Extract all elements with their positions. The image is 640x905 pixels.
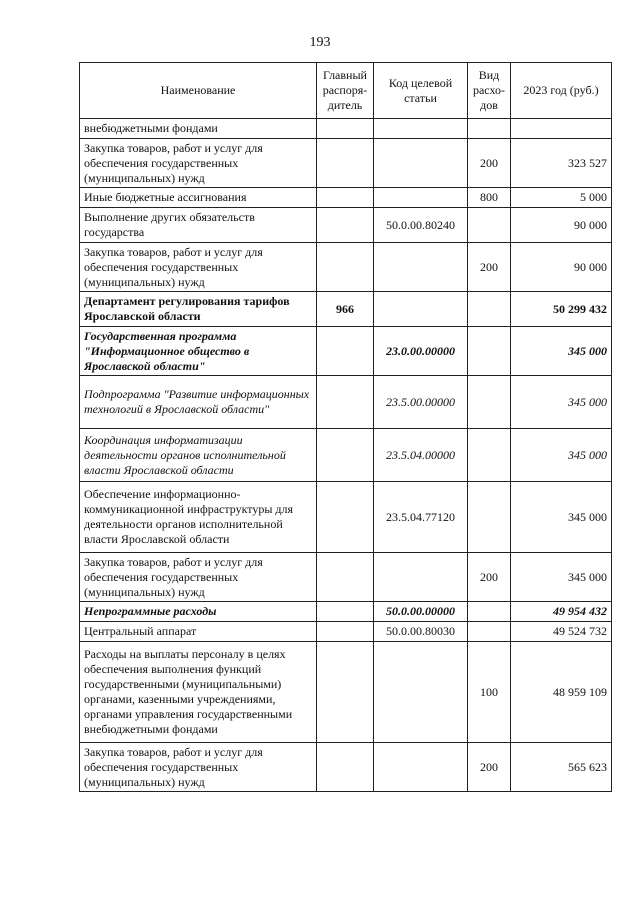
row-amount-cell: 345 000: [511, 553, 612, 602]
header-manager: Главный распоря-дитель: [317, 63, 374, 119]
row-code-cell: 23.5.04.77120: [374, 482, 468, 553]
row-code-cell: [374, 243, 468, 292]
header-amount: 2023 год (руб.): [511, 63, 612, 119]
row-amount-cell: 565 623: [511, 743, 612, 792]
table-row: [80, 429, 612, 482]
row-amount-cell: 49 524 732: [511, 622, 612, 642]
row-manager-cell: [317, 602, 374, 622]
table-row: [80, 622, 612, 642]
row-manager-cell: [317, 553, 374, 602]
row-code-cell: [374, 642, 468, 743]
row-amount-cell: 345 000: [511, 429, 612, 482]
row-name-cell: Обеспечение информационно-коммуникационной инфраструктуры для деятельности органов исполнительной власти Ярославской области: [80, 482, 317, 553]
row-manager-cell: 966: [317, 292, 374, 327]
row-expense-type-cell: [468, 208, 511, 243]
table-row: [80, 243, 612, 292]
row-name-cell: Закупка товаров, работ и услуг для обеспечения государственных (муниципальных) нужд: [80, 553, 317, 602]
table-row: [80, 208, 612, 243]
page-number: 193: [309, 35, 331, 50]
table-row: [80, 376, 612, 429]
row-expense-type-cell: [468, 376, 511, 429]
row-amount-cell: 345 000: [511, 376, 612, 429]
row-expense-type-cell: 200: [468, 743, 511, 792]
table-row: [80, 327, 612, 376]
row-name-cell: Центральный аппарат: [80, 622, 317, 642]
row-name-cell: Закупка товаров, работ и услуг для обеспечения государственных (муниципальных) нужд: [80, 243, 317, 292]
row-manager-cell: [317, 622, 374, 642]
row-manager-cell: [317, 208, 374, 243]
row-expense-type-cell: [468, 602, 511, 622]
row-code-cell: [374, 139, 468, 188]
row-amount-cell: 50 299 432: [511, 292, 612, 327]
row-code-cell: 23.5.00.00000: [374, 376, 468, 429]
budget-table: [79, 62, 612, 792]
row-amount-cell: 90 000: [511, 243, 612, 292]
row-name-cell: Иные бюджетные ассигнования: [80, 188, 317, 208]
table-row: [80, 553, 612, 602]
row-expense-type-cell: [468, 119, 511, 139]
row-expense-type-cell: [468, 327, 511, 376]
row-amount-cell: 49 954 432: [511, 602, 612, 622]
table-body: [80, 119, 612, 792]
row-code-cell: [374, 743, 468, 792]
header-row: [80, 63, 612, 119]
table-row: [80, 139, 612, 188]
row-manager-cell: [317, 743, 374, 792]
row-manager-cell: [317, 482, 374, 553]
row-manager-cell: [317, 243, 374, 292]
row-amount-cell: 5 000: [511, 188, 612, 208]
row-name-cell: Координация информатизации деятельности органов исполнительной власти Ярославской области: [80, 429, 317, 482]
row-expense-type-cell: 200: [468, 553, 511, 602]
row-code-cell: 50.0.00.80030: [374, 622, 468, 642]
row-expense-type-cell: 100: [468, 642, 511, 743]
table-row: [80, 119, 612, 139]
row-manager-cell: [317, 429, 374, 482]
header-code: Код целевой статьи: [374, 63, 468, 119]
row-name-cell: Выполнение других обязательств государства: [80, 208, 317, 243]
table-row: [80, 482, 612, 553]
row-manager-cell: [317, 376, 374, 429]
row-name-cell: Расходы на выплаты персоналу в целях обеспечения выполнения функций государственными (муниципальными) органами, казенными учреждениями, органами управления государственными внебюджетными фондами: [80, 642, 317, 743]
table-row: [80, 602, 612, 622]
row-name-cell: Непрограммные расходы: [80, 602, 317, 622]
row-name-cell: Государственная программа "Информационное общество в Ярославской области": [80, 327, 317, 376]
row-code-cell: [374, 188, 468, 208]
table-row: [80, 743, 612, 792]
row-name-cell: внебюджетными фондами: [80, 119, 317, 139]
row-expense-type-cell: [468, 482, 511, 553]
row-code-cell: [374, 553, 468, 602]
row-expense-type-cell: 800: [468, 188, 511, 208]
row-code-cell: 50.0.00.80240: [374, 208, 468, 243]
row-code-cell: [374, 292, 468, 327]
row-amount-cell: 345 000: [511, 327, 612, 376]
row-name-cell: Подпрограмма "Развитие информационных технологий в Ярославской области": [80, 376, 317, 429]
row-manager-cell: [317, 119, 374, 139]
row-code-cell: 23.5.04.00000: [374, 429, 468, 482]
row-manager-cell: [317, 188, 374, 208]
row-name-cell: Закупка товаров, работ и услуг для обеспечения государственных (муниципальных) нужд: [80, 139, 317, 188]
row-amount-cell: 48 959 109: [511, 642, 612, 743]
header-name: Наименование: [80, 63, 317, 119]
row-amount-cell: 90 000: [511, 208, 612, 243]
row-manager-cell: [317, 642, 374, 743]
header-expense-type: Вид расхо-дов: [468, 63, 511, 119]
row-expense-type-cell: 200: [468, 243, 511, 292]
row-code-cell: [374, 119, 468, 139]
row-expense-type-cell: 200: [468, 139, 511, 188]
row-amount-cell: 345 000: [511, 482, 612, 553]
row-amount-cell: [511, 119, 612, 139]
table-row: [80, 292, 612, 327]
row-expense-type-cell: [468, 622, 511, 642]
row-code-cell: 23.0.00.00000: [374, 327, 468, 376]
table-row: [80, 642, 612, 743]
row-expense-type-cell: [468, 292, 511, 327]
row-manager-cell: [317, 327, 374, 376]
row-code-cell: 50.0.00.00000: [374, 602, 468, 622]
row-name-cell: Закупка товаров, работ и услуг для обеспечения государственных (муниципальных) нужд: [80, 743, 317, 792]
row-amount-cell: 323 527: [511, 139, 612, 188]
row-name-cell: Департамент регулирования тарифов Ярославской области: [80, 292, 317, 327]
row-manager-cell: [317, 139, 374, 188]
row-expense-type-cell: [468, 429, 511, 482]
table-row: [80, 188, 612, 208]
